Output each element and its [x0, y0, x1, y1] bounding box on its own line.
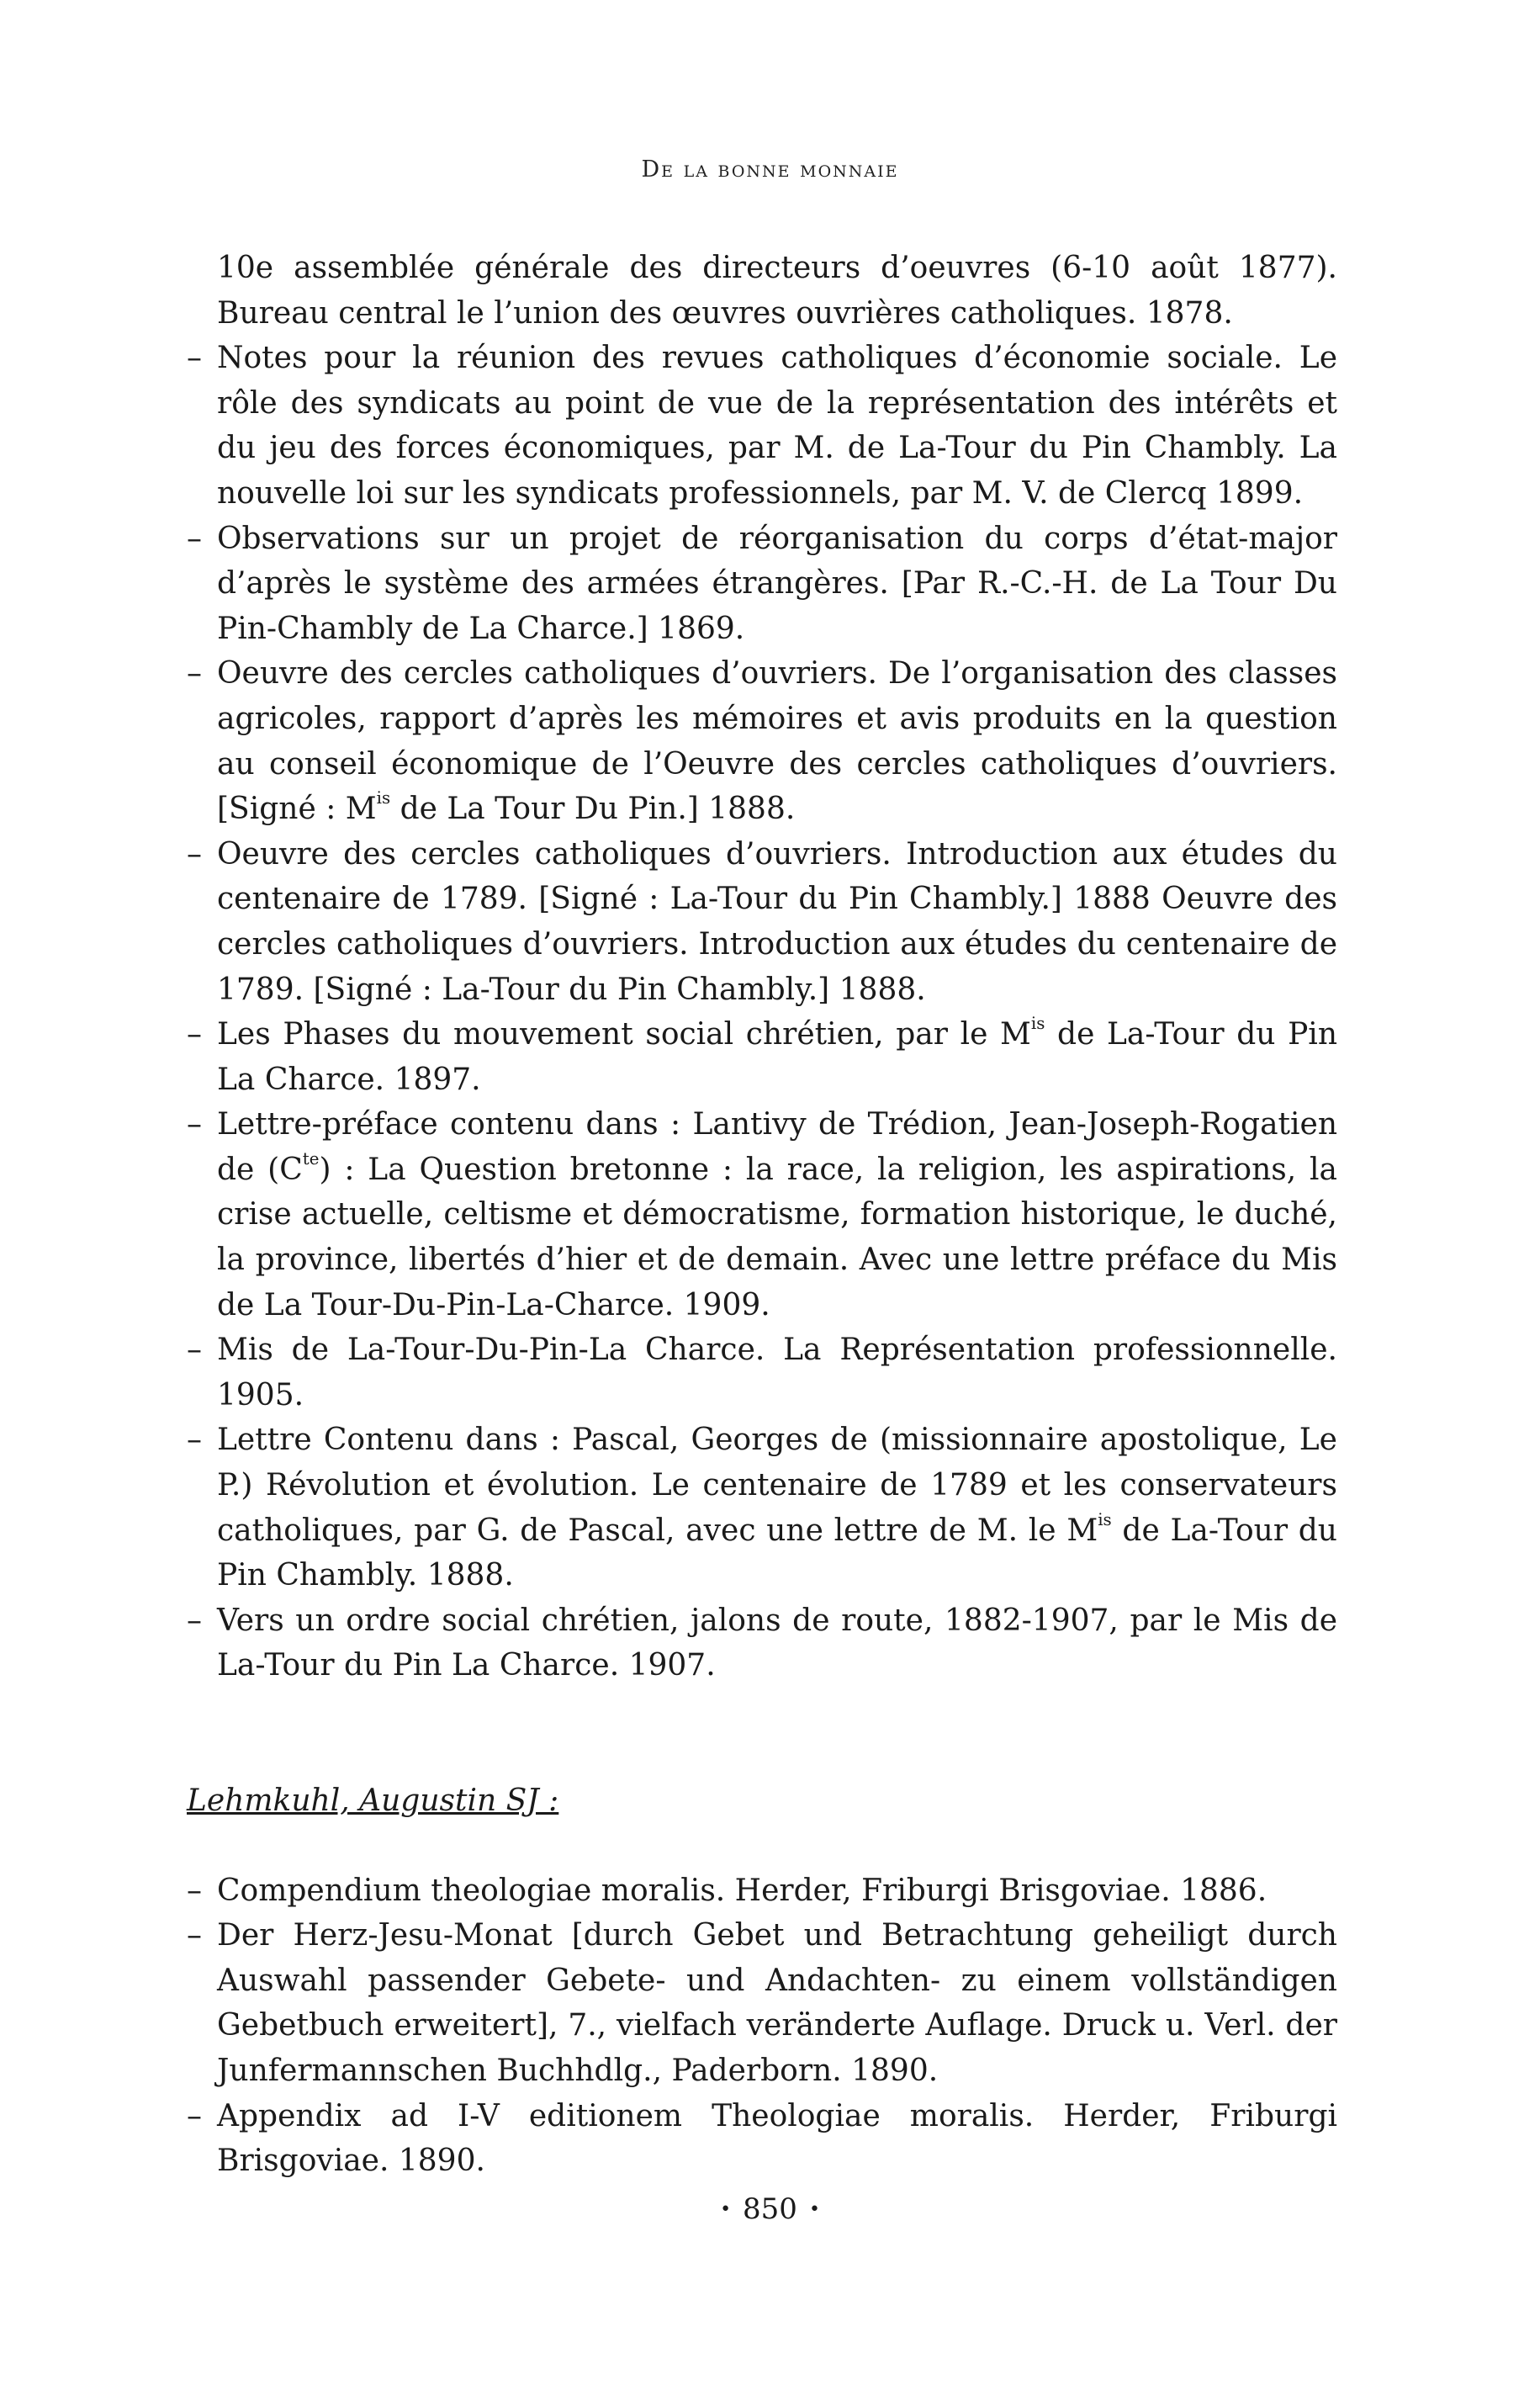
bibliography-entry: [187, 1868, 1337, 1914]
entry-text: Compendium theologiae moralis. Herder, Friburgi Brisgoviae. 1886.: [217, 1873, 1267, 1908]
entry-superscript: te: [302, 1149, 320, 1169]
folio-bullet-left: •: [720, 2199, 732, 2220]
entry-superscript: is: [1098, 1509, 1112, 1529]
entry-text: Mis de La-Tour-Du-Pin-La Charce. La Représentation professionnelle. 1905.: [217, 1333, 1337, 1412]
bibliography-entry: [187, 2094, 1337, 2184]
entry-dash: –: [187, 1333, 202, 1368]
entry-dash: –: [187, 1107, 202, 1142]
entry-list-bottom: [187, 1868, 1337, 2184]
bibliography-entry: [187, 1598, 1337, 1688]
bibliography-entry: [187, 1418, 1337, 1598]
page-footer: [0, 2192, 1540, 2226]
entry-superscript: is: [1030, 1014, 1045, 1034]
bibliography-entry: [187, 517, 1337, 652]
entry-dash: –: [187, 2098, 202, 2133]
entry-text: Notes pour la réunion des revues catholiques d’économie sociale. Le rôle des syndicats au point de vue de la représentation des intérêts et du jeu des forces économiques, par M. de La-Tour du Pin Chambly. La nouvelle loi sur les syndicats professionnels, par M. V. de Clercq 1899.: [217, 341, 1337, 511]
folio-bullet-right: •: [808, 2199, 820, 2220]
entry-dash: –: [187, 1873, 202, 1908]
entry-text: Vers un ordre social chrétien, jalons de route, 1882-1907, par le Mis de La-Tour du Pin La Charce. 1907.: [217, 1603, 1337, 1683]
entry-dash: –: [187, 836, 202, 872]
bibliography-entry: [187, 651, 1337, 831]
entry-text: Oeuvre des cercles catholiques d’ouvriers. Introduction aux études du centenaire de 1789. [Signé : La-Tour du Pin Chambly.] 1888 Oeuvre des cercles catholiques d’ouvriers. Introduction aux études du centenaire de 1789. [Signé : La-Tour du Pin Chambly.] 1888.: [217, 836, 1337, 1007]
entry-text: Der Herz-Jesu-Monat [durch Gebet und Betrachtung geheiligt durch Auswahl passender Gebete- und Andachten- zu einem vollständigen Gebetbuch erweitert], 7., vielfach veränderte Auflage. Druck u. Verl. der Junfermannschen Buchhdlg., Paderborn. 1890.: [217, 1918, 1337, 2088]
bibliography-entry: [187, 1102, 1337, 1328]
entry-text-continued: de La-Tour du Pin La Charce. 1897.: [217, 1017, 1338, 1097]
entry-text-continued: ) : La Question bretonne : la race, la religion, les aspirations, la crise actuelle, celtisme et démocratisme, formation historique, le duché, la province, libertés d’hier et de demain. Avec une lettre préface du Mis de La Tour-Du-Pin-La-Charce. 1909.: [217, 1152, 1337, 1322]
bibliography-entry: [187, 1328, 1337, 1418]
entry-superscript: is: [376, 788, 391, 808]
bibliography-entry: [187, 832, 1337, 1012]
entry-dash: –: [187, 521, 202, 556]
entry-dash: –: [187, 1017, 202, 1052]
entry-dash: –: [187, 1423, 202, 1458]
entry-text: Lettre Contenu dans : Pascal, Georges de (missionnaire apostolique, Le P.) Révolution et évolution. Le centenaire de 1789 et les conservateurs catholiques, par G. de Pascal, avec une lettre de M. le M: [217, 1423, 1337, 1548]
entry-dash: –: [187, 341, 202, 376]
entry-dash: –: [187, 656, 202, 692]
bibliography-entry: [187, 336, 1337, 516]
entry-text: Oeuvre des cercles catholiques d’ouvriers. De l’organisation des classes agricoles, rapport d’après les mémoires et avis produits en la question au conseil économique de l’Oeuvre des cercles catholiques d’ouvriers. [Signé : M: [217, 656, 1337, 827]
entry-list-top: [187, 246, 1337, 1688]
page-body: [187, 246, 1337, 2184]
entry-text-continued: de La Tour Du Pin.] 1888.: [390, 792, 796, 827]
entry-text-continued: de La-Tour du Pin Chambly. 1888.: [217, 1513, 1337, 1593]
entry-text: Appendix ad I-V editionem Theologiae moralis. Herder, Friburgi Brisgoviae. 1890.: [217, 2098, 1337, 2179]
bibliography-entry: [187, 246, 1337, 336]
author-heading: Lehmkuhl, Augustin SJ :: [187, 1783, 559, 1818]
running-header: De la bonne monnaie: [641, 156, 899, 183]
entry-dash: –: [187, 1918, 202, 1953]
entry-text: Les Phases du mouvement social chrétien, par le M: [217, 1017, 1031, 1052]
entry-text: Observations sur un projet de réorganisation du corps d’état-major d’après le système des armées étrangères. [Par R.-C.-H. de La Tour Du Pin-Chambly de La Charce.] 1869.: [217, 521, 1337, 646]
entry-text: 10e assemblée générale des directeurs d’oeuvres (6-10 août 1877). Bureau central le l’union des œuvres ouvrières catholiques. 1878.: [217, 251, 1337, 331]
entry-dash: –: [187, 1603, 202, 1638]
bibliography-entry: [187, 1913, 1337, 2093]
bibliography-entry: [187, 1012, 1337, 1102]
entry-text: Lettre-préface contenu dans : Lantivy de Trédion, Jean-Joseph-Rogatien de (C: [217, 1107, 1337, 1187]
page-number: 850: [743, 2192, 797, 2226]
